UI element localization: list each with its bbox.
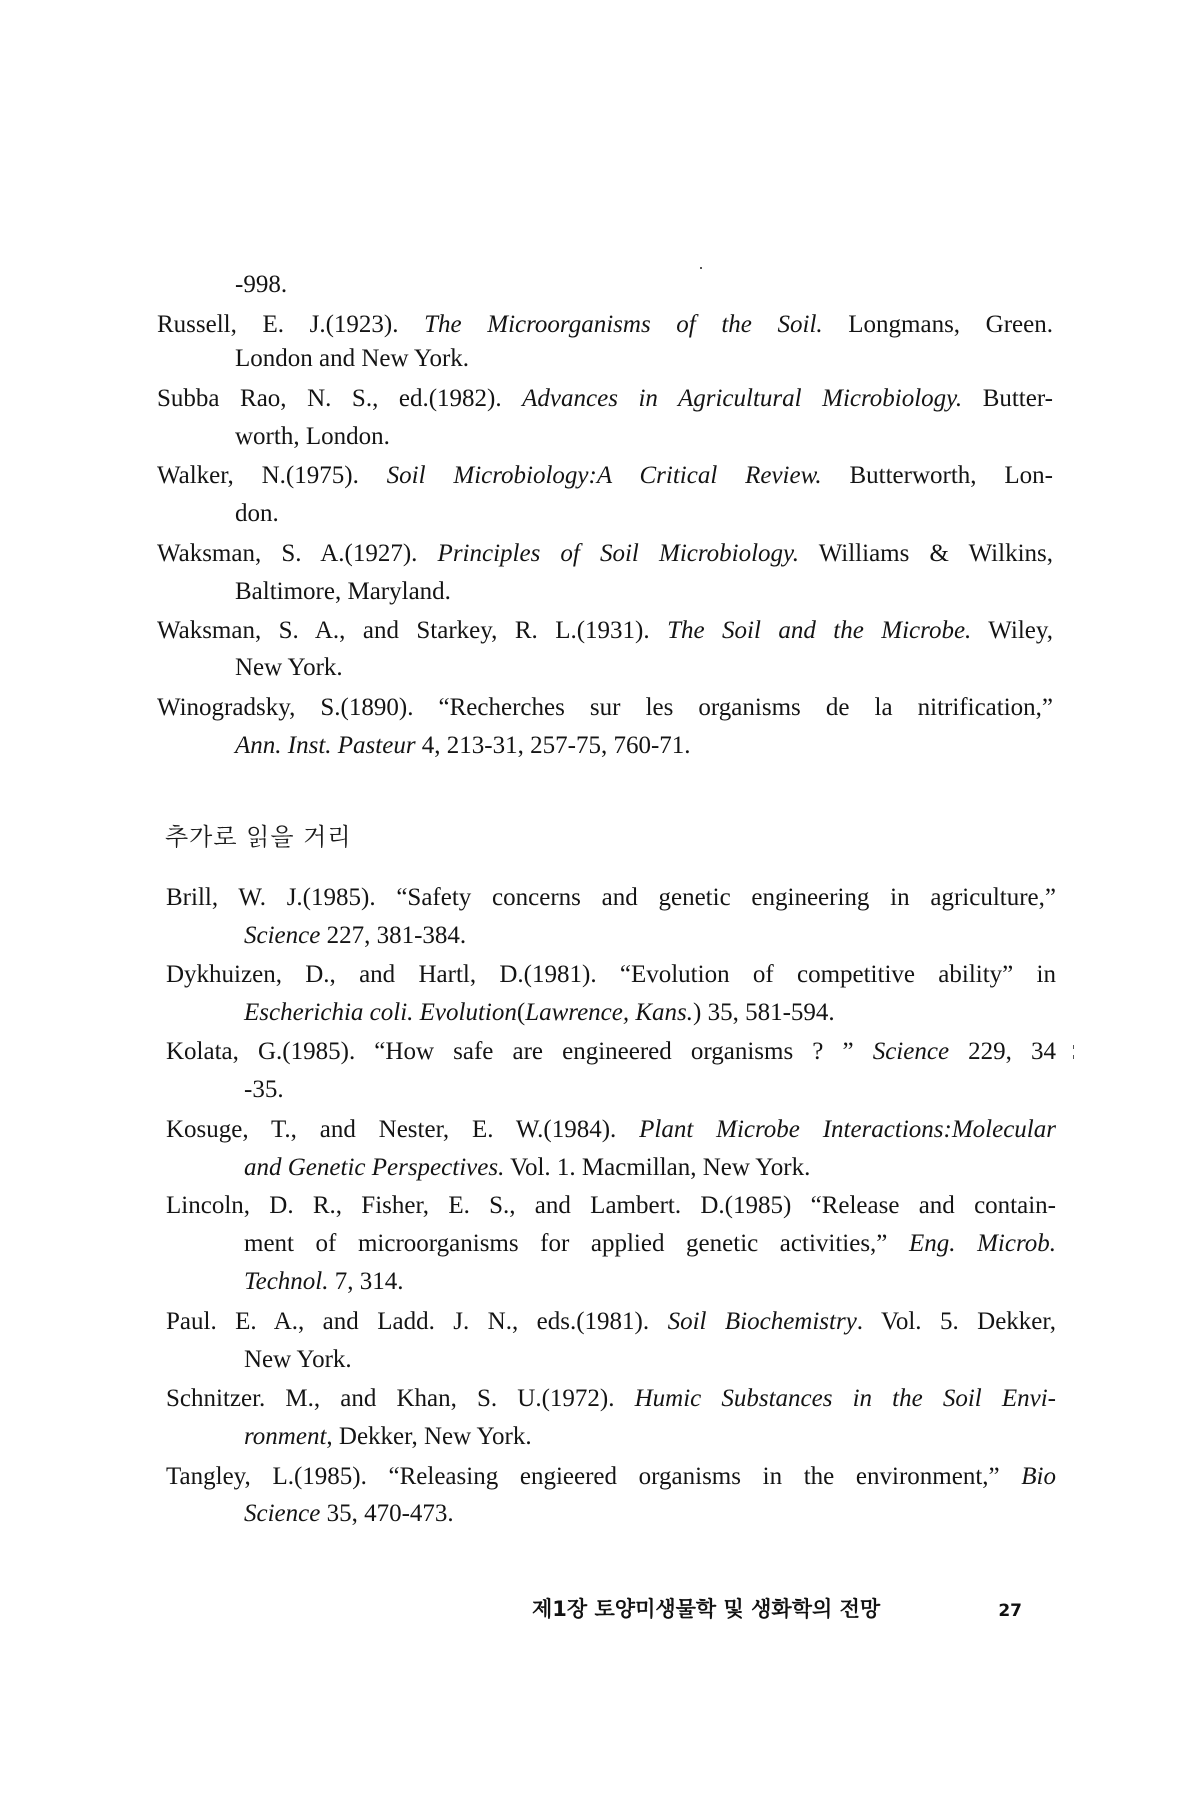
reference-line — [235, 499, 279, 529]
reference-text: Waksman, S. A., and Starkey, R. L.(1931). — [157, 617, 668, 644]
reference-text: worth, London. — [235, 423, 390, 450]
reference-line — [235, 731, 691, 761]
reference-text: 4, 213-31, 257-75, 760-71. — [415, 732, 691, 759]
reference-line — [244, 998, 835, 1028]
reference-text: Longmans, Green. — [822, 311, 1053, 338]
reference-line — [166, 1384, 1056, 1414]
reference-text: Paul. E. A., and Ladd. J. N., eds.(1981). — [166, 1308, 668, 1335]
reference-title-italic: Lawrence, Kans. — [525, 999, 694, 1026]
reference-line — [166, 1037, 1056, 1067]
reference-text: ment of microorganisms for applied genetic activities,” — [244, 1230, 909, 1257]
reference-line — [244, 1075, 284, 1105]
reference-line — [244, 921, 466, 951]
reference-line — [166, 1191, 1056, 1221]
reference-title-italic: Technol. — [244, 1268, 329, 1295]
reference-title-italic: Bio — [1021, 1463, 1056, 1490]
reference-text: London and New York. — [235, 345, 470, 372]
reference-text: Dykhuizen, D., and Hartl, D.(1981). “Evolution of competitive ability” in — [166, 961, 1056, 988]
reference-text: -35. — [244, 1076, 284, 1103]
reference-title-italic: Ann. Inst. Pasteur — [235, 732, 416, 759]
reference-text: New York. — [244, 1346, 352, 1373]
reference-text: Lincoln, D. R., Fisher, E. S., and Lambert. D.(1985) “Release and contain- — [166, 1192, 1056, 1219]
reference-title-italic: Soil Biochemistry — [667, 1308, 857, 1335]
reference-title-italic: Escherichia coli. Evolution — [244, 999, 517, 1026]
reference-line — [157, 693, 1053, 723]
reference-line — [235, 653, 343, 683]
reference-line — [157, 539, 1053, 569]
reference-title-italic: Science — [244, 922, 321, 949]
reference-text: New York. — [235, 654, 343, 681]
reference-text: ) 35, 581-594. — [693, 999, 835, 1026]
reference-text: 7, 314. — [328, 1268, 404, 1295]
reference-text: Butterworth, Lon- — [821, 462, 1053, 489]
reference-line — [235, 422, 390, 452]
reference-title-italic: Soil Microbiology:A Critical Review. — [386, 462, 822, 489]
running-footer-chapter-title: 제1장 토양미생물학 및 생화학의 전망 — [532, 1597, 881, 1621]
reference-text: -998. — [235, 271, 288, 298]
reference-line — [157, 616, 1053, 646]
reference-line — [244, 1229, 1056, 1259]
reference-text: Kolata, G.(1985). “How safe are engineered organisms ? ” — [166, 1038, 873, 1065]
reference-title-italic: Plant Microbe Interactions:Molecular — [639, 1116, 1056, 1143]
reference-text: Williams & Wilkins, — [799, 540, 1053, 567]
reference-text: , Dekker, New York. — [326, 1423, 532, 1450]
reference-line — [244, 1153, 810, 1183]
scan-speck — [1073, 1045, 1074, 1049]
reference-text: 229, 34 — [949, 1038, 1056, 1065]
reference-title-italic: The Soil and the Microbe. — [667, 617, 972, 644]
reference-line — [235, 577, 451, 607]
scan-speck — [700, 267, 702, 269]
page-number: 27 — [998, 1601, 1022, 1621]
reference-title-italic: ronment — [244, 1423, 327, 1450]
section-heading-further-reading: 추가로 읽을 거리 — [165, 823, 352, 851]
reference-text: Butter- — [962, 385, 1053, 412]
reference-title-italic: Science — [244, 1500, 321, 1527]
reference-line — [244, 1422, 532, 1452]
reference-text: Russell, E. J.(1923). — [157, 311, 425, 338]
reference-title-italic: Principles of Soil Microbiology. — [437, 540, 800, 567]
reference-line — [166, 1115, 1056, 1145]
reference-line — [244, 1345, 352, 1375]
reference-text: Wiley, — [971, 617, 1053, 644]
reference-line — [244, 1267, 404, 1297]
reference-line — [235, 270, 287, 300]
reference-text: Subba Rao, N. S., ed.(1982). — [157, 385, 523, 412]
reference-line — [244, 1499, 454, 1529]
reference-text: ( — [516, 999, 526, 1026]
reference-line — [166, 1462, 1056, 1492]
reference-line — [166, 960, 1056, 990]
reference-line — [235, 344, 469, 374]
reference-title-italic: Science — [872, 1038, 950, 1065]
reference-line — [157, 461, 1053, 491]
reference-text: 35, 470-473. — [320, 1500, 454, 1527]
reference-text: Tangley, L.(1985). “Releasing engieered organisms in the environment,” — [166, 1463, 1022, 1490]
reference-line — [157, 310, 1053, 340]
reference-line — [166, 1307, 1056, 1337]
reference-text: don. — [235, 500, 279, 527]
reference-title-italic: and Genetic Perspectives. — [244, 1154, 505, 1181]
reference-text: Winogradsky, S.(1890). “Recherches sur les organisms de la nitrification,” — [157, 694, 1053, 721]
reference-title-italic: Humic Substances in the Soil Envi- — [634, 1385, 1056, 1412]
reference-text: Schnitzer. M., and Khan, S. U.(1972). — [166, 1385, 635, 1412]
reference-text: Kosuge, T., and Nester, E. W.(1984). — [166, 1116, 640, 1143]
reference-text: Brill, W. J.(1985). “Safety concerns and genetic engineering in agriculture,” — [166, 884, 1056, 911]
reference-text: . Vol. 5. Dekker, — [856, 1308, 1056, 1335]
reference-text: Walker, N.(1975). — [157, 462, 387, 489]
page-footer — [532, 1596, 1022, 1622]
reference-text: Waksman, S. A.(1927). — [157, 540, 438, 567]
reference-line — [157, 384, 1053, 414]
reference-text: Baltimore, Maryland. — [235, 578, 451, 605]
reference-text: Vol. 1. Macmillan, New York. — [504, 1154, 811, 1181]
reference-line — [166, 883, 1056, 913]
scan-speck — [1073, 1055, 1074, 1059]
reference-title-italic: The Microorganisms of the Soil. — [424, 311, 823, 338]
reference-title-italic: Eng. Microb. — [908, 1230, 1056, 1257]
reference-text: 227, 381-384. — [320, 922, 467, 949]
reference-title-italic: Advances in Agricultural Microbiology. — [522, 385, 963, 412]
